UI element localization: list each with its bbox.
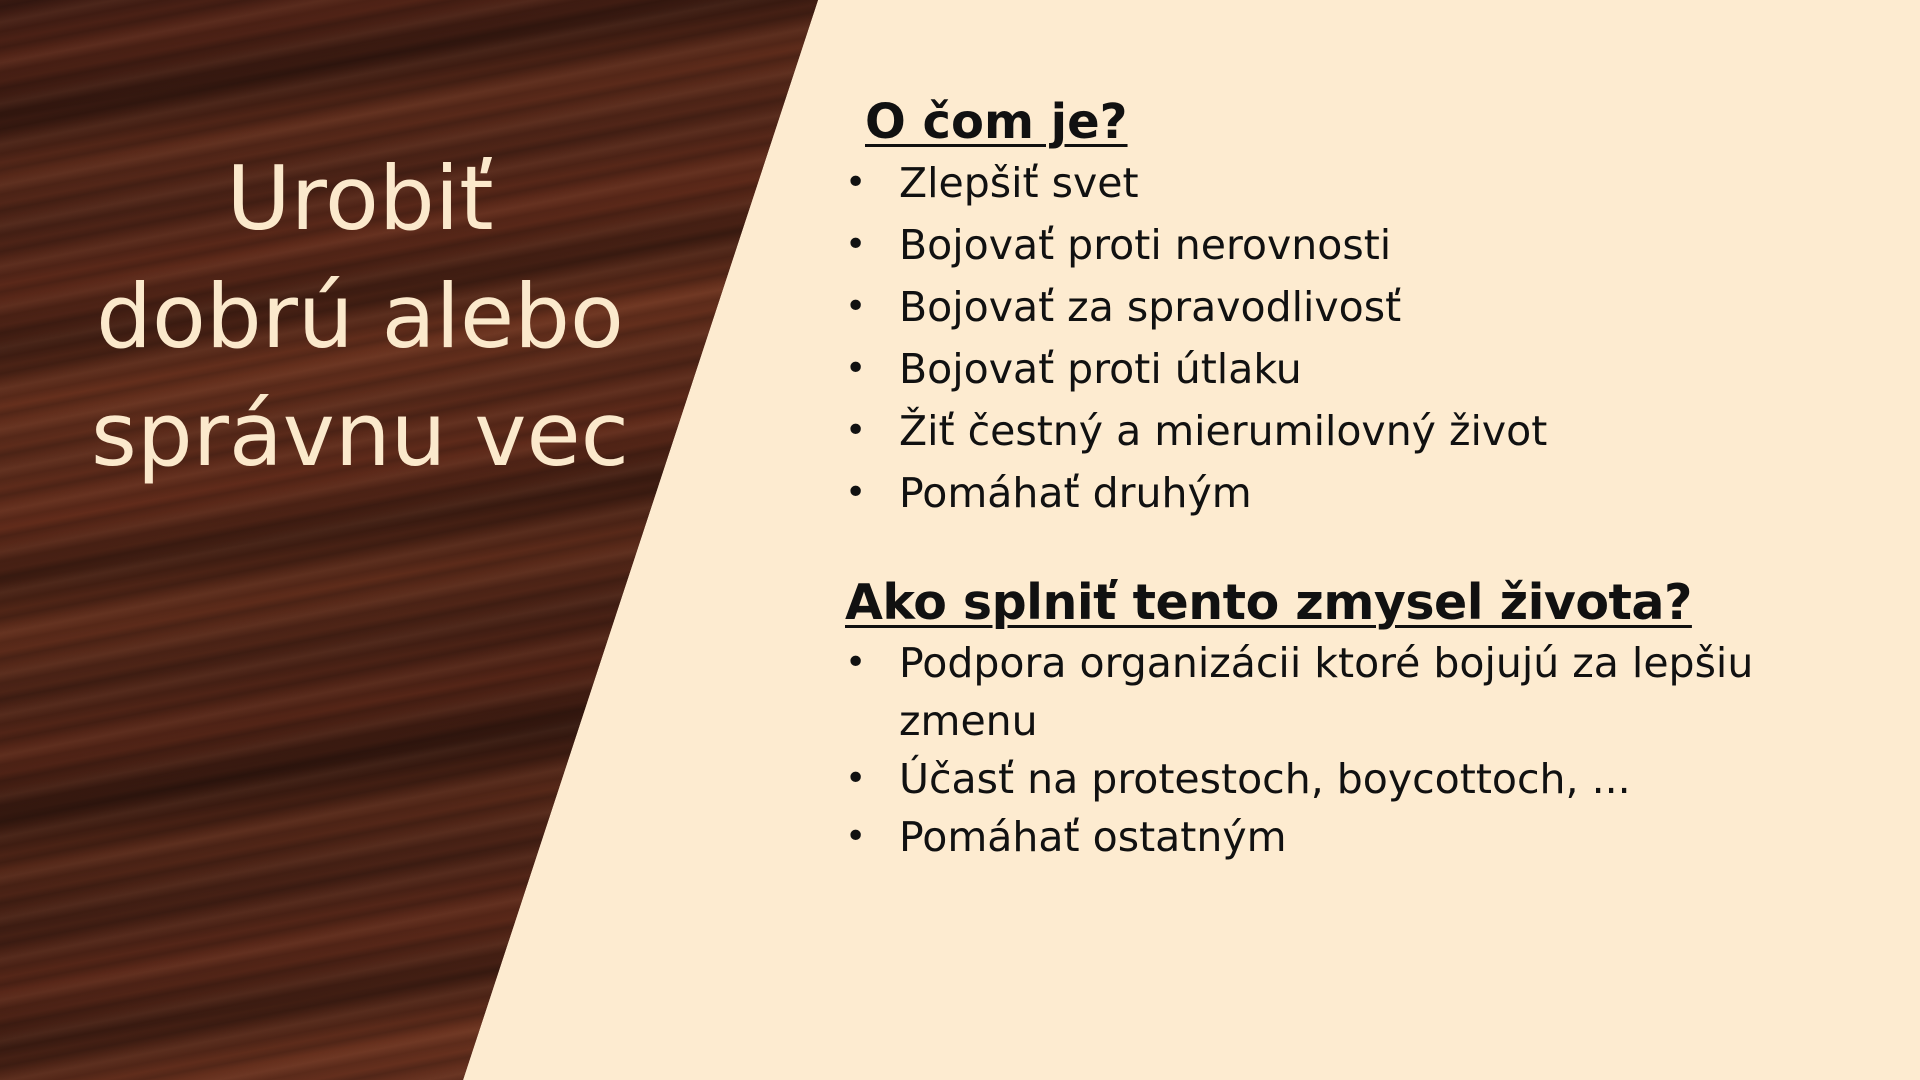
list-item: • Podpora organizácii ktoré bojujú za lepšiu zmenu — [845, 634, 1759, 750]
slide-title-line: dobrú alebo — [96, 265, 624, 368]
bullet-list-what — [845, 152, 1885, 524]
slide-title-line: správnu vec — [90, 383, 629, 486]
content-area — [845, 92, 1885, 866]
list-item: • Pomáhať ostatným — [845, 808, 1885, 866]
list-item: • Bojovať za spravodlivosť — [845, 276, 1885, 338]
list-item: • Pomáhať druhým — [845, 462, 1885, 524]
list-item: • Bojovať proti nerovnosti — [845, 214, 1885, 276]
list-item: • Bojovať proti útlaku — [845, 338, 1885, 400]
section-heading-what: O čom je? — [865, 94, 1128, 150]
list-item: • Účasť na protestoch, boycottoch, ... — [845, 750, 1885, 808]
bullet-list-how — [845, 634, 1885, 866]
list-item: • Žiť čestný a mierumilovný život — [845, 400, 1885, 462]
section-heading-how: Ako splniť tento zmysel života? — [845, 574, 1692, 631]
slide-title-line: Urobiť — [226, 147, 494, 250]
slide-title — [40, 140, 680, 494]
list-item: • Zlepšiť svet — [845, 152, 1885, 214]
